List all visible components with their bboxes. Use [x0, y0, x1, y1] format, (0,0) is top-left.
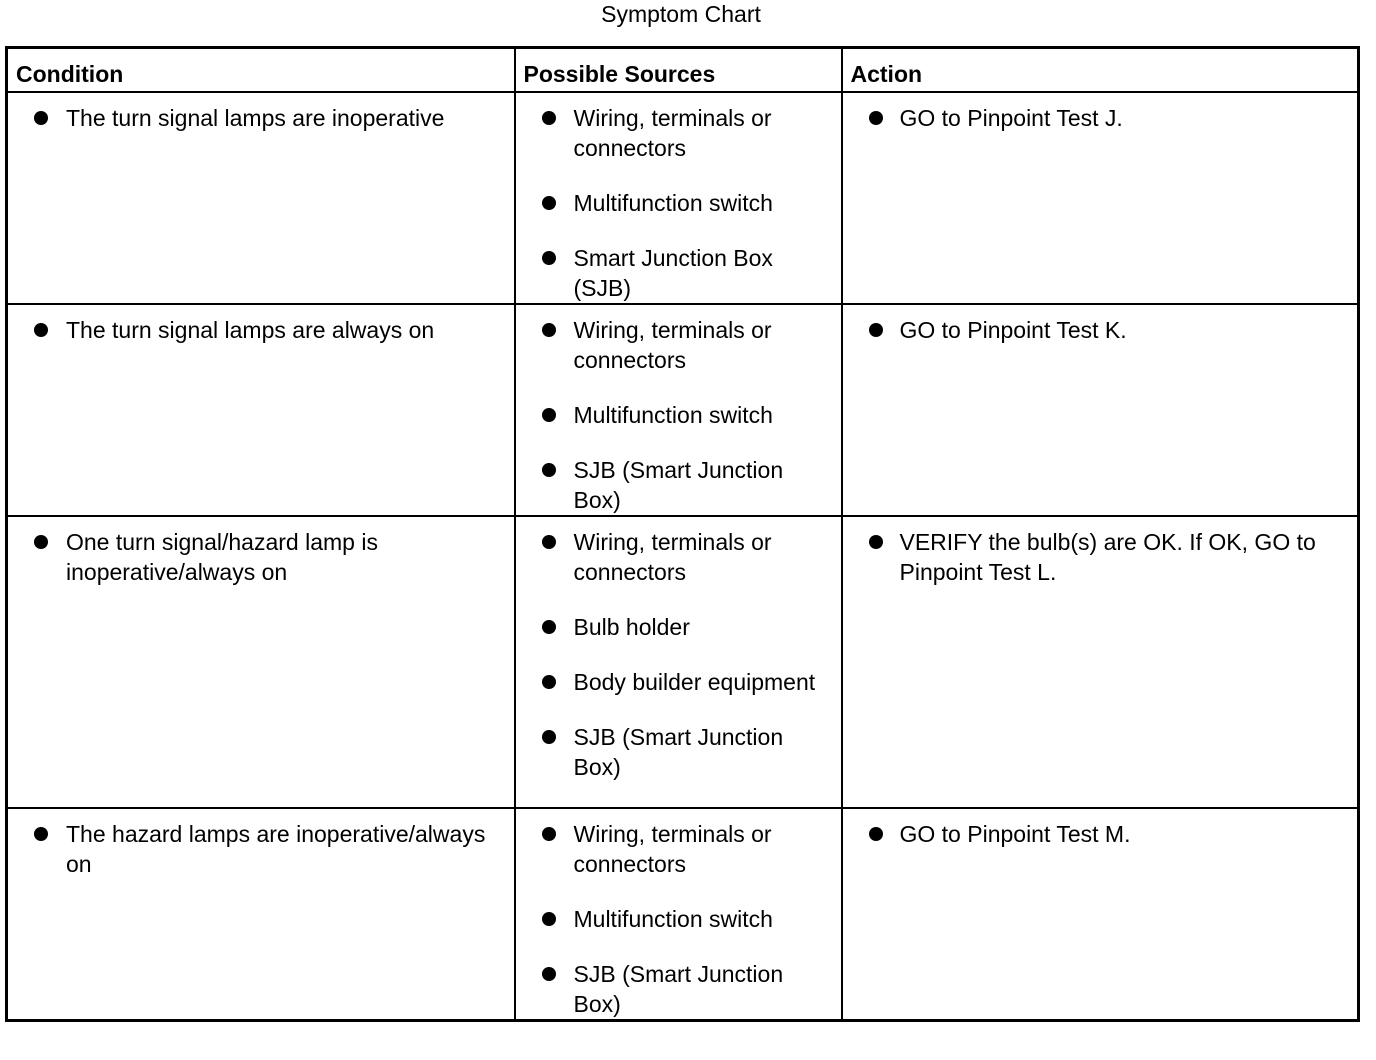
action-cell	[842, 808, 1359, 1021]
header-possible-sources: Possible Sources	[515, 48, 842, 92]
bullet-icon	[542, 730, 556, 744]
action-cell	[842, 304, 1359, 516]
list-item: Wiring, terminals or connectors	[524, 819, 833, 879]
bullet-icon	[542, 827, 556, 841]
list-item: Multifunction switch	[524, 904, 833, 934]
header-action: Action	[842, 48, 1359, 92]
sources-cell	[515, 92, 842, 304]
bullet-icon	[34, 323, 48, 337]
table-row	[7, 516, 1359, 808]
action-cell	[842, 516, 1359, 808]
list-item: Body builder equipment	[524, 667, 833, 697]
list-item: SJB (Smart Junction Box)	[524, 959, 833, 1019]
list-item: The hazard lamps are inoperative/always on	[16, 819, 506, 879]
list-item: SJB (Smart Junction Box)	[524, 455, 833, 515]
bullet-icon	[34, 827, 48, 841]
condition-cell	[7, 92, 515, 304]
condition-cell	[7, 516, 515, 808]
header-row	[7, 48, 1359, 92]
bullet-icon	[542, 408, 556, 422]
bullet-icon	[542, 912, 556, 926]
bullet-icon	[542, 323, 556, 337]
list-item: GO to Pinpoint Test M.	[851, 819, 1350, 849]
chart-title: Symptom Chart	[601, 1, 761, 27]
list-item: Multifunction switch	[524, 188, 833, 218]
list-item: The turn signal lamps are always on	[16, 315, 506, 345]
bullet-icon	[869, 535, 883, 549]
bullet-icon	[542, 251, 556, 265]
condition-cell	[7, 304, 515, 516]
bullet-icon	[542, 620, 556, 634]
list-item: Wiring, terminals or connectors	[524, 103, 833, 163]
bullet-icon	[542, 463, 556, 477]
bullet-icon	[869, 111, 883, 125]
bullet-icon	[542, 111, 556, 125]
list-item: Wiring, terminals or connectors	[524, 315, 833, 375]
table-row	[7, 808, 1359, 1021]
list-item: GO to Pinpoint Test J.	[851, 103, 1350, 133]
bullet-icon	[869, 323, 883, 337]
sources-cell	[515, 516, 842, 808]
list-item: Smart Junction Box (SJB)	[524, 243, 833, 303]
condition-cell	[7, 808, 515, 1021]
bullet-icon	[542, 967, 556, 981]
list-item: Bulb holder	[524, 612, 833, 642]
sources-cell	[515, 304, 842, 516]
list-item: One turn signal/hazard lamp is inoperative/always on	[16, 527, 506, 587]
symptom-chart-table	[5, 46, 1360, 1022]
bullet-icon	[34, 111, 48, 125]
bullet-icon	[869, 827, 883, 841]
list-item: VERIFY the bulb(s) are OK. If OK, GO to Pinpoint Test L.	[851, 527, 1350, 587]
bullet-icon	[542, 675, 556, 689]
list-item: GO to Pinpoint Test K.	[851, 315, 1350, 345]
table-row	[7, 92, 1359, 304]
list-item: The turn signal lamps are inoperative	[16, 103, 506, 133]
list-item: Wiring, terminals or connectors	[524, 527, 833, 587]
bullet-icon	[542, 535, 556, 549]
sources-cell	[515, 808, 842, 1021]
header-condition: Condition	[7, 48, 515, 92]
list-item: SJB (Smart Junction Box)	[524, 722, 833, 782]
bullet-icon	[34, 535, 48, 549]
bullet-icon	[542, 196, 556, 210]
table-row	[7, 304, 1359, 516]
action-cell	[842, 92, 1359, 304]
list-item: Multifunction switch	[524, 400, 833, 430]
